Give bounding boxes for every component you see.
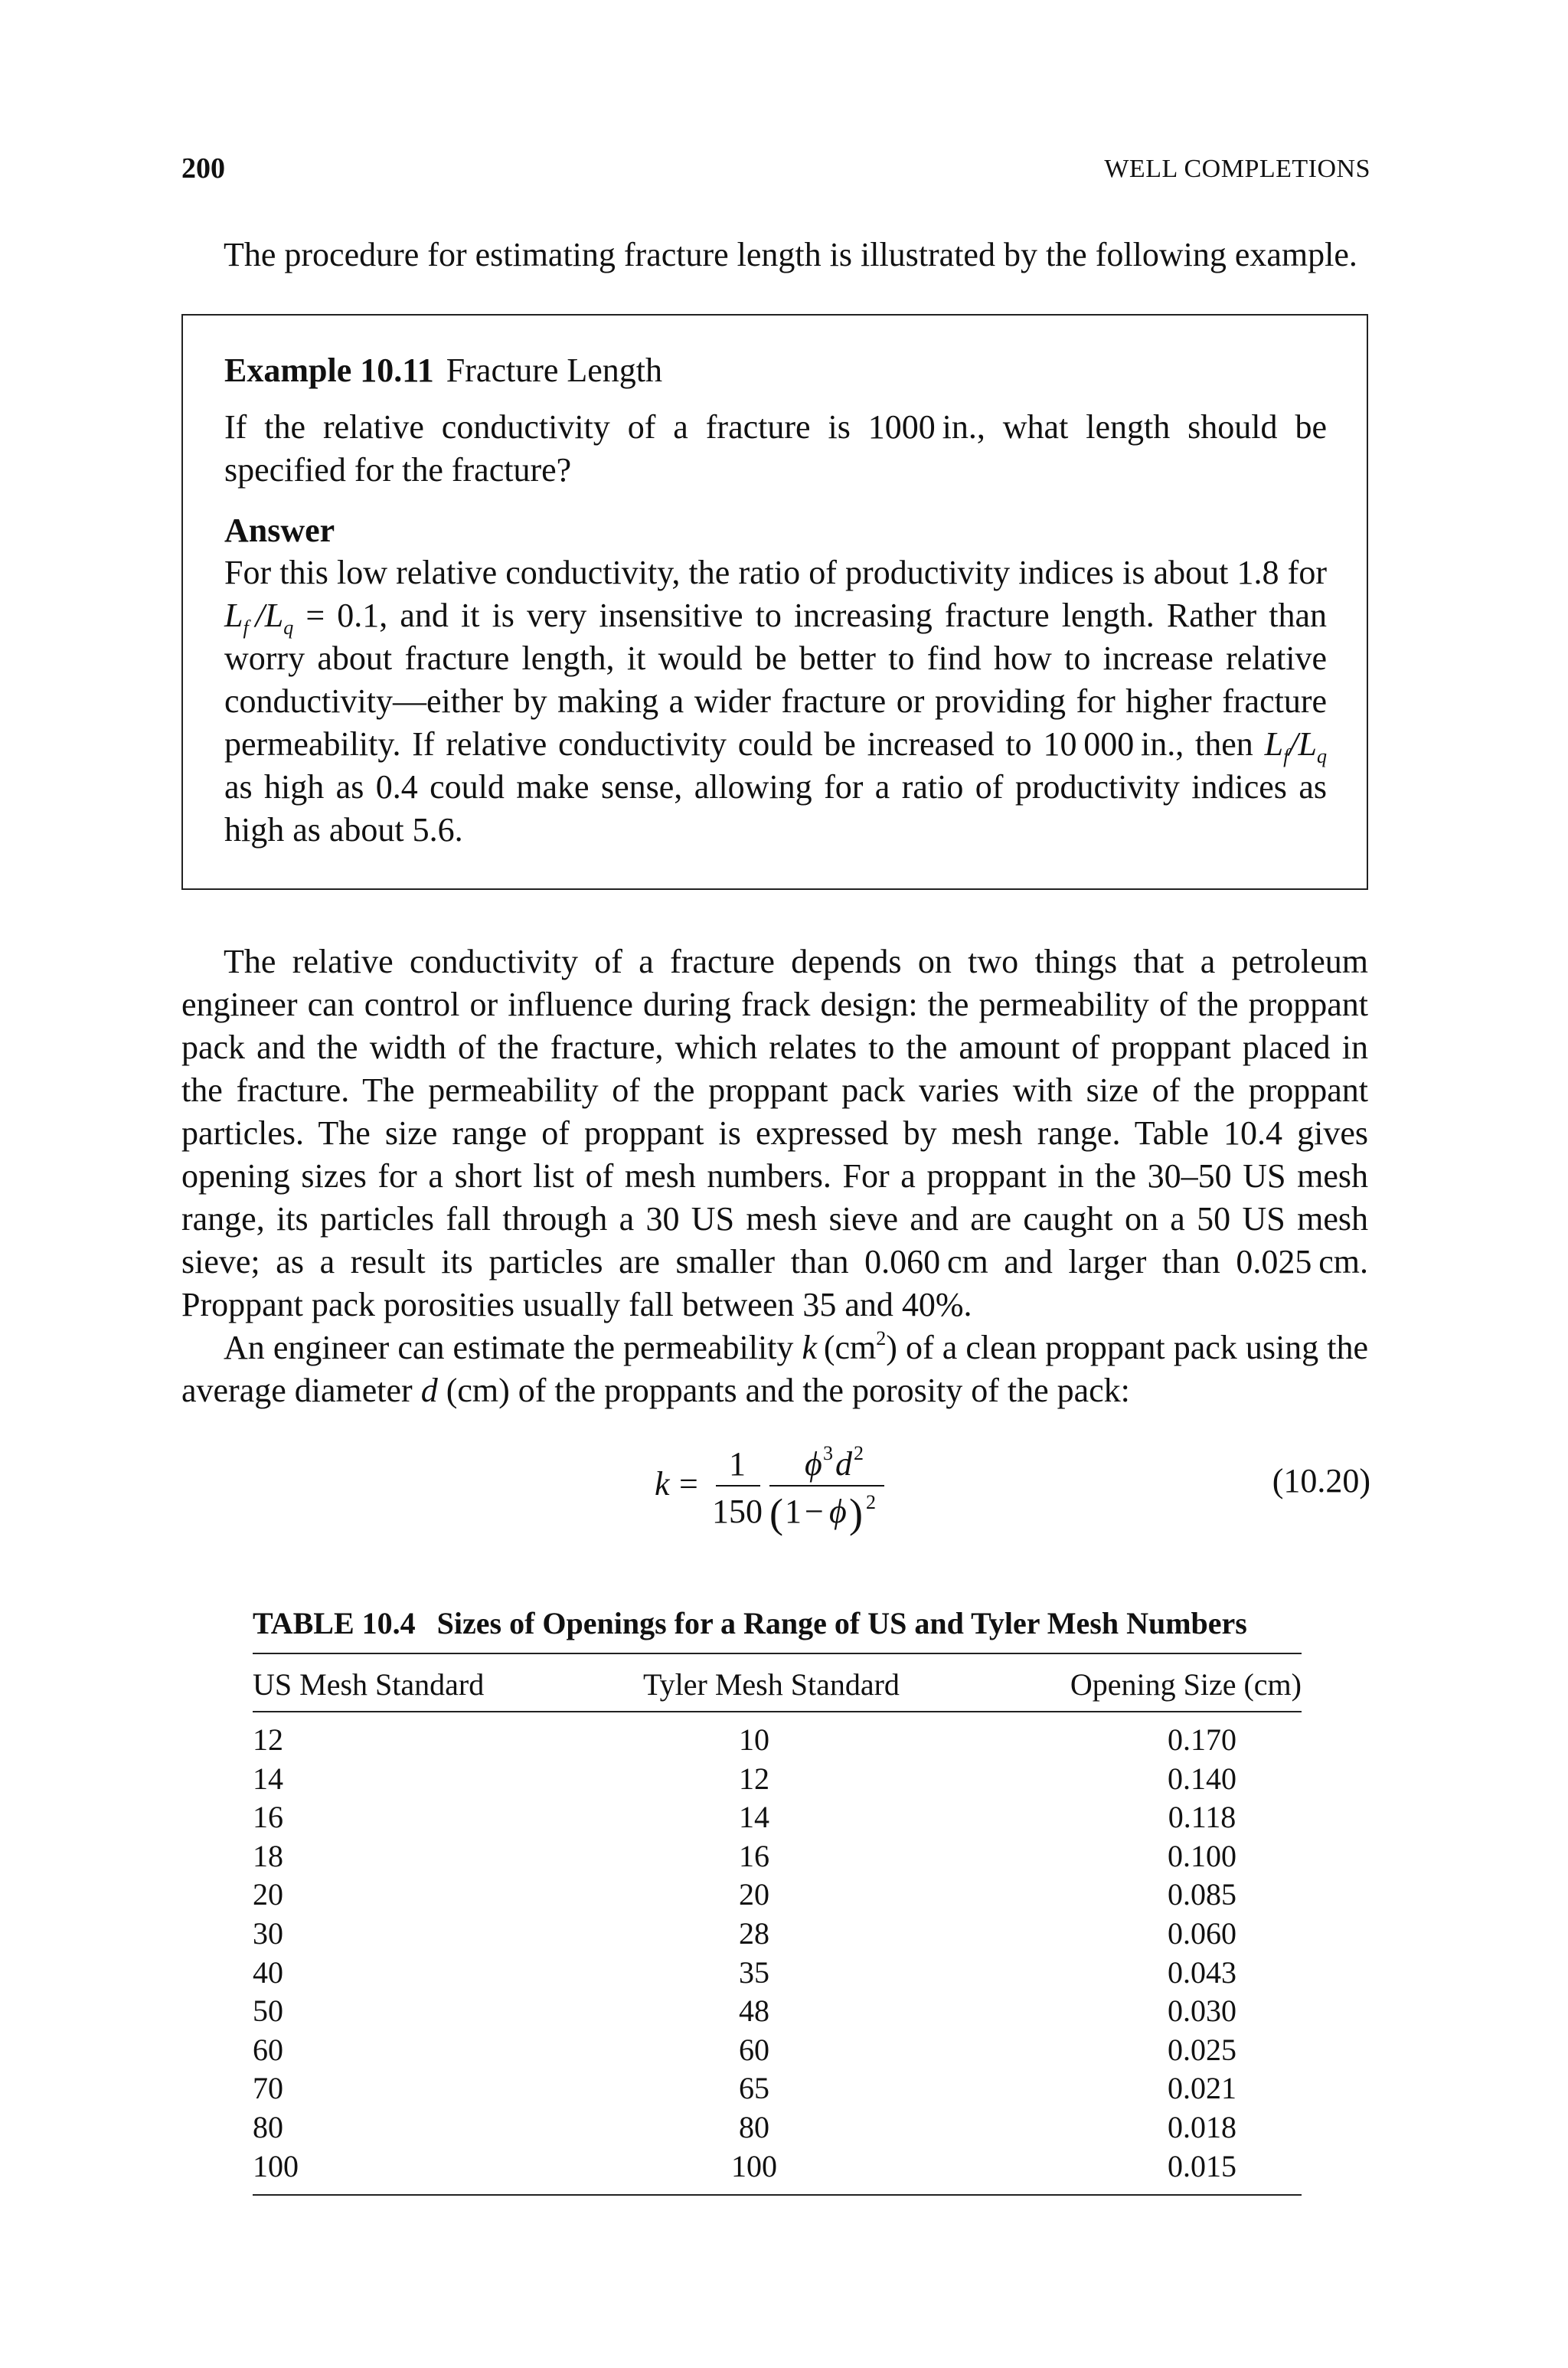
ratio-symbol: $L_f$ $/L_q$ bbox=[224, 597, 294, 639]
table-row bbox=[253, 2148, 1302, 2187]
table-row bbox=[253, 1761, 1302, 1800]
cell-opening-size: 0.030 bbox=[1168, 1994, 1236, 2029]
mesh-table bbox=[253, 1653, 1302, 2196]
equation-number: (10.20) bbox=[1272, 1462, 1370, 1500]
page-number: 200 bbox=[181, 152, 225, 185]
example-title: Fracture Length bbox=[446, 352, 663, 389]
cell-opening-size: 0.100 bbox=[1168, 1838, 1236, 1873]
svg-text:(: ( bbox=[769, 1490, 783, 1536]
cell-us-mesh: 70 bbox=[253, 2071, 283, 2106]
cell-us-mesh: 80 bbox=[253, 2109, 283, 2144]
svg-text:=: = bbox=[679, 1465, 698, 1503]
header-opening-size: Opening Size (cm) bbox=[1070, 1667, 1302, 1702]
equation-10-20 bbox=[655, 1432, 915, 1547]
cell-opening-size: 0.170 bbox=[1168, 1722, 1236, 1757]
cell-us-mesh: 100 bbox=[253, 2148, 299, 2183]
answer-heading: Answer bbox=[224, 512, 335, 549]
cell-us-mesh: 50 bbox=[253, 1994, 283, 2029]
svg-text:150: 150 bbox=[712, 1493, 763, 1530]
cell-us-mesh: 40 bbox=[253, 1954, 283, 1990]
cell-opening-size: 0.025 bbox=[1168, 2032, 1236, 2067]
cell-tyler-mesh: 35 bbox=[739, 1954, 769, 1990]
svg-text:ϕ: ϕ bbox=[805, 1445, 822, 1483]
cell-tyler-mesh: 28 bbox=[739, 1915, 769, 1951]
cell-opening-size: 0.085 bbox=[1168, 1877, 1236, 1912]
cell-us-mesh: 20 bbox=[253, 1877, 283, 1912]
example-label: Example 10.11 bbox=[224, 352, 434, 389]
table-row bbox=[253, 1876, 1302, 1915]
cell-tyler-mesh: 65 bbox=[739, 2071, 769, 2106]
svg-text:ϕ: ϕ bbox=[829, 1493, 847, 1530]
table-row bbox=[253, 2070, 1302, 2109]
table-label: TABLE 10.4 bbox=[253, 1606, 416, 1640]
cell-us-mesh: 60 bbox=[253, 2032, 283, 2067]
cell-tyler-mesh: 20 bbox=[739, 1877, 769, 1912]
permeability-symbol: k bbox=[802, 1329, 818, 1366]
paragraph-2-part-1: An engineer can estimate the permeability bbox=[224, 1329, 802, 1366]
cell-opening-size: 0.118 bbox=[1168, 1800, 1236, 1835]
paragraph-2-part-2: of a clean proppant pack using the average diameter bbox=[181, 1329, 1369, 1409]
example-question: If the relative conductivity of a fracture is 1000 in., what length should be specified for the fracture? bbox=[224, 408, 1327, 489]
cell-tyler-mesh: 10 bbox=[739, 1722, 769, 1757]
cell-us-mesh: 12 bbox=[253, 1722, 283, 1757]
table-row bbox=[253, 2109, 1302, 2148]
table-title: Sizes of Openings for a Range of US and Tyler Mesh Numbers bbox=[436, 1606, 1247, 1640]
header-us-mesh: US Mesh Standard bbox=[253, 1667, 485, 1702]
cell-us-mesh: 30 bbox=[253, 1915, 283, 1951]
ratio-symbol-2: $L_f/L_q$ bbox=[1264, 725, 1327, 767]
svg-text:3: 3 bbox=[823, 1442, 833, 1464]
cell-us-mesh: 16 bbox=[253, 1800, 283, 1835]
table-header-row bbox=[253, 1654, 1302, 1711]
header-tyler-mesh: Tyler Mesh Standard bbox=[643, 1667, 900, 1702]
table-row bbox=[253, 1722, 1302, 1761]
cell-tyler-mesh: 100 bbox=[731, 2148, 777, 2183]
answer-part-1: For this low relative conductivity, the ratio of productivity indices is about 1.8 for bbox=[224, 554, 1327, 591]
table-row bbox=[253, 1954, 1302, 1994]
table-body bbox=[253, 1712, 1302, 2194]
svg-text:−: − bbox=[805, 1493, 824, 1530]
cell-opening-size: 0.140 bbox=[1168, 1761, 1236, 1796]
cell-opening-size: 0.015 bbox=[1168, 2148, 1236, 2183]
cell-us-mesh: 18 bbox=[253, 1838, 283, 1873]
table-row bbox=[253, 2032, 1302, 2071]
svg-text:1: 1 bbox=[729, 1445, 746, 1483]
diameter-symbol: d bbox=[420, 1372, 438, 1409]
table-row bbox=[253, 1799, 1302, 1838]
running-title: WELL COMPLETIONS bbox=[1104, 155, 1370, 183]
cell-tyler-mesh: 12 bbox=[739, 1761, 769, 1796]
table-row bbox=[253, 1915, 1302, 1954]
svg-text:): ) bbox=[849, 1490, 863, 1536]
table-row bbox=[253, 1993, 1302, 2032]
body-paragraph-1 bbox=[181, 940, 1368, 1326]
table-caption bbox=[253, 1605, 1247, 1641]
cell-tyler-mesh: 60 bbox=[739, 2032, 769, 2067]
intro-sentence: The procedure for estimating fracture length is illustrated by the following example. bbox=[224, 236, 1357, 273]
svg-text:2: 2 bbox=[854, 1442, 864, 1464]
svg-text:k: k bbox=[655, 1465, 670, 1503]
paragraph-1-text: The relative conductivity of a fracture depends on two things that a petroleum engineer can control or influence during frack design: the permeability of the proppant pack and the width of the fracture, which relates to the amount of proppant placed in the fracture. The permeability of the proppant pack varies with size of the proppant particles. The size range of proppant is expressed by mesh range. Table 10.4 gives opening sizes for a short list of mesh numbers. For a proppant in the 30–50 US mesh range, its particles fall through a 30 US mesh sieve and are caught on a 50 US mesh sieve; as a result its particles are smaller than 0.060 cm and larger than 0.025 cm. Proppant pack porosities usually fall between 35 and 40%. bbox=[181, 943, 1368, 1323]
svg-text:1: 1 bbox=[785, 1493, 802, 1530]
cell-opening-size: 0.018 bbox=[1168, 2109, 1236, 2144]
table-row bbox=[253, 1838, 1302, 1877]
cell-tyler-mesh: 14 bbox=[739, 1800, 769, 1835]
cell-tyler-mesh: 80 bbox=[739, 2109, 769, 2144]
paragraph-2-part-3: (cm) of the proppants and the porosity of the pack: bbox=[437, 1372, 1130, 1409]
answer-part-3: as high as 0.4 could make sense, allowing for a ratio of productivity indices as high as about 5.6. bbox=[224, 768, 1327, 849]
cell-opening-size: 0.060 bbox=[1168, 1915, 1236, 1951]
cell-us-mesh: 14 bbox=[253, 1761, 283, 1796]
cell-opening-size: 0.043 bbox=[1168, 1954, 1236, 1990]
answer-part-2: = 0.1, and it is very insensitive to increasing fracture length. Rather than worry about fracture length, it would be better to find how to increase relative conductivity—either by making a wider fracture or providing for higher fracture permeability. If relative conductivity could be increased to 10 000 in., then bbox=[224, 597, 1327, 763]
cell-opening-size: 0.021 bbox=[1168, 2071, 1236, 2106]
body-paragraph-2: An engineer can estimate the permeability k $(cm^2)$ of a clean proppant pack using the average diameter d (cm) of the proppants and the porosity of the pack: bbox=[181, 1327, 1369, 1409]
cell-tyler-mesh: 16 bbox=[739, 1838, 769, 1873]
example-heading bbox=[224, 349, 1327, 392]
cell-tyler-mesh: 48 bbox=[739, 1994, 769, 2029]
svg-text:2: 2 bbox=[866, 1491, 876, 1513]
example-box bbox=[181, 314, 1368, 890]
table-bottom-rule bbox=[253, 2194, 1302, 2196]
svg-text:d: d bbox=[835, 1445, 852, 1483]
answer-text bbox=[224, 551, 1327, 852]
